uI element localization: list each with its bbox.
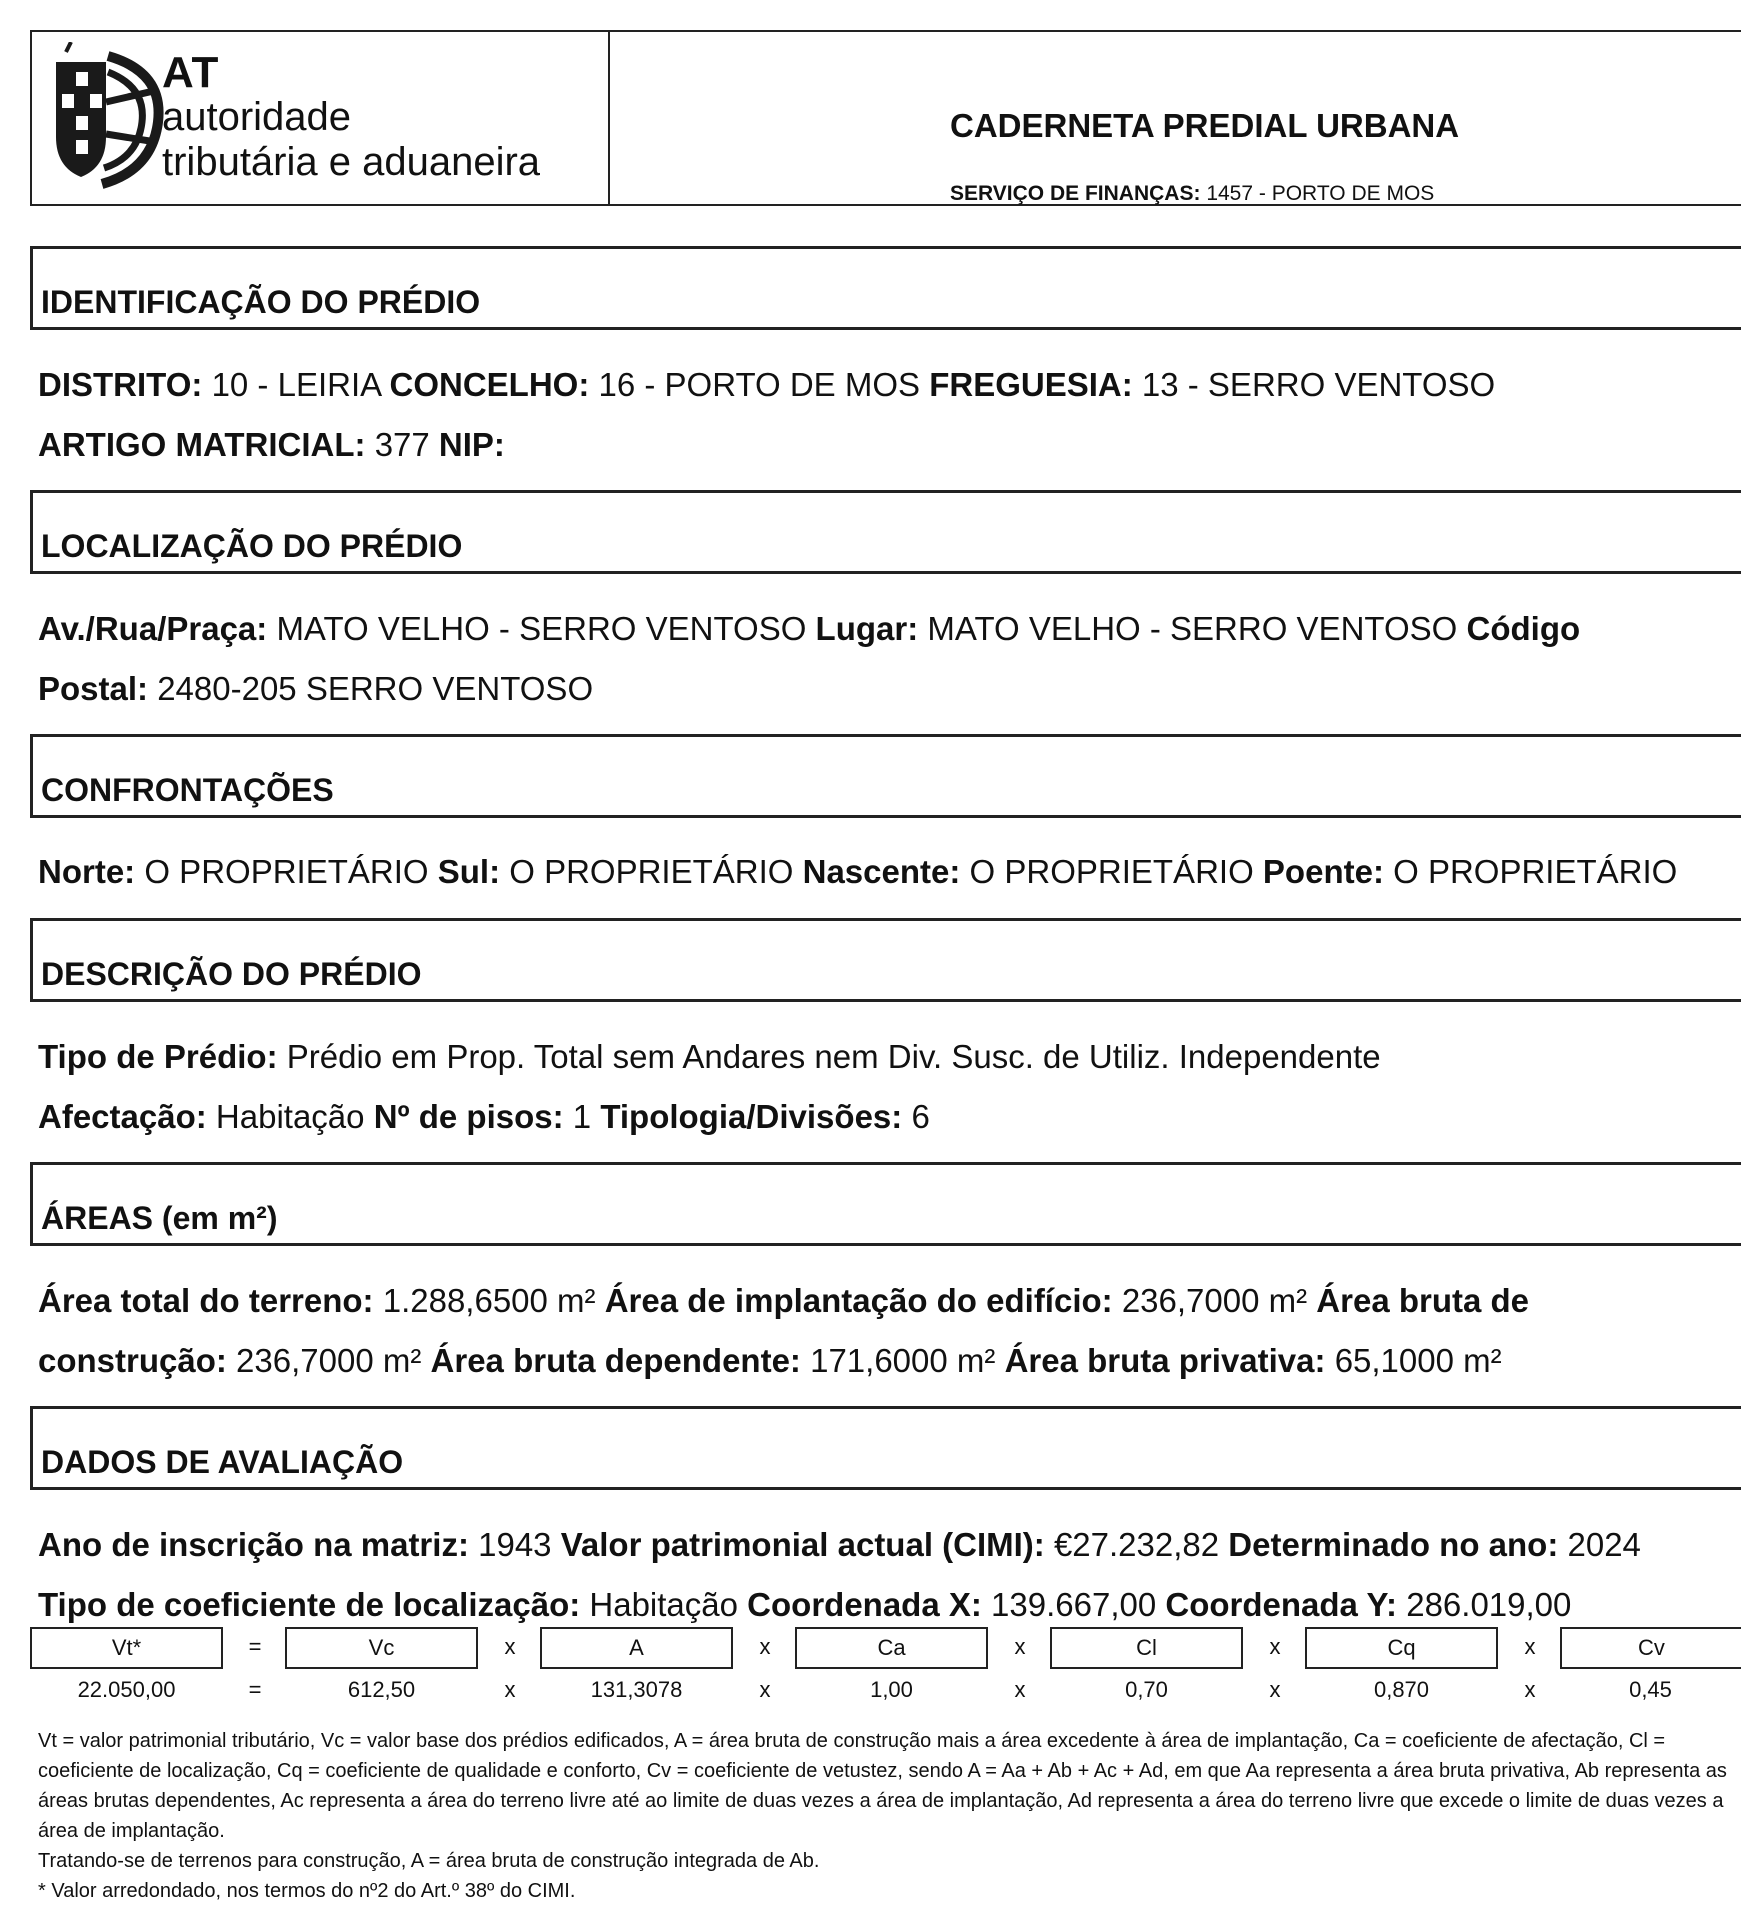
formula-label-vt: Vt* xyxy=(30,1627,223,1669)
sul-value: O PROPRIETÁRIO xyxy=(509,853,794,890)
nascente-value: O PROPRIETÁRIO xyxy=(969,853,1254,890)
freguesia-value: 13 - SERRO VENTOSO xyxy=(1141,366,1496,403)
note-terrenos: Tratando-se de terrenos para construção, A = área bruta de construção integrada de Ab. xyxy=(38,1850,820,1872)
logo-block xyxy=(32,32,610,204)
formula-op: x xyxy=(1014,1677,1026,1702)
terreno-label: Área total do terreno: xyxy=(38,1282,374,1319)
areas-line-2 xyxy=(38,1342,1502,1380)
document-title: CADERNETA PREDIAL URBANA xyxy=(950,107,1460,144)
section-heading: DESCRIÇÃO DO PRÉDIO xyxy=(41,956,422,992)
logo-text-line2: tributária e aduaneira xyxy=(162,140,541,184)
determinado-label: Determinado no ano: xyxy=(1228,1526,1559,1563)
formula-label-ca: Ca xyxy=(795,1627,988,1669)
artigo-value: 377 xyxy=(374,426,430,463)
tipo-label: Tipo de Prédio: xyxy=(38,1038,278,1075)
nip-label: NIP: xyxy=(438,426,505,463)
afectacao-label: Afectação: xyxy=(38,1098,207,1135)
descricao-line-2 xyxy=(38,1098,930,1136)
formula-value-vt: 22.050,00 xyxy=(77,1677,176,1702)
formula-op: = xyxy=(248,1677,262,1702)
note-arredondado: * Valor arredondado, nos termos do nº2 do Art.º 38º do CIMI. xyxy=(38,1880,576,1902)
service-value: 1457 - PORTO DE MOS xyxy=(1206,182,1435,205)
section-avaliacao xyxy=(30,1406,1741,1490)
norte-value: O PROPRIETÁRIO xyxy=(144,853,429,890)
title-block xyxy=(610,32,1741,204)
section-heading: ÁREAS (em m²) xyxy=(41,1200,278,1236)
codigo-value: 2480-205 SERRO VENTOSO xyxy=(157,670,594,707)
lugar-value: MATO VELHO - SERRO VENTOSO xyxy=(927,610,1458,647)
dependente-label: Área bruta dependente: xyxy=(430,1342,801,1379)
formula-label-a: A xyxy=(540,1627,733,1669)
logo-at: AT xyxy=(162,48,220,97)
section-heading: IDENTIFICAÇÃO DO PRÉDIO xyxy=(41,284,481,320)
cx-label: Coordenada X: xyxy=(747,1586,982,1623)
privativa-value: 65,1000 m² xyxy=(1334,1342,1502,1379)
concelho-label: CONCELHO: xyxy=(389,366,590,403)
terreno-value: 1.288,6500 m² xyxy=(382,1282,596,1319)
lugar-label: Lugar: xyxy=(815,610,919,647)
formula-value-cq: 0,870 xyxy=(1373,1677,1430,1702)
at-shield-logo-icon xyxy=(46,42,171,190)
formula-op: x xyxy=(1524,1677,1536,1702)
cy-value: 286.019,00 xyxy=(1406,1586,1572,1623)
formula-op: x xyxy=(1269,1677,1281,1702)
sul-label: Sul: xyxy=(437,853,501,890)
areas-line-1 xyxy=(38,1282,1529,1320)
service-label: SERVIÇO DE FINANÇAS: xyxy=(950,182,1201,205)
cx-value: 139.667,00 xyxy=(991,1586,1157,1623)
freguesia-label: FREGUESIA: xyxy=(929,366,1133,403)
valor-value: €27.232,82 xyxy=(1053,1526,1220,1563)
document-header xyxy=(30,30,1741,206)
bruta-label-1: Área bruta de xyxy=(1316,1282,1530,1319)
tipo-value: Prédio em Prop. Total sem Andares nem Div. Susc. de Utiliz. Independente xyxy=(286,1038,1381,1075)
cy-label: Coordenada Y: xyxy=(1165,1586,1398,1623)
nascente-label: Nascente: xyxy=(802,853,961,890)
bruta-label-2: construção: xyxy=(38,1342,227,1379)
avaliacao-line-2 xyxy=(38,1586,1571,1624)
formula-label-cv: Cv xyxy=(1560,1627,1741,1669)
distrito-value: 10 - LEIRIA xyxy=(211,366,381,403)
formula-value-cl: 0,70 xyxy=(1125,1677,1168,1702)
norte-label: Norte: xyxy=(38,853,136,890)
formula-label-cl: Cl xyxy=(1050,1627,1243,1669)
artigo-label: ARTIGO MATRICIAL: xyxy=(38,426,366,463)
formula-op: = xyxy=(248,1634,262,1659)
section-confrontacoes xyxy=(30,734,1741,818)
codigo-label-2: Postal: xyxy=(38,670,149,707)
service-line xyxy=(950,182,1434,206)
ano-label: Ano de inscrição na matriz: xyxy=(38,1526,469,1563)
section-heading: LOCALIZAÇÃO DO PRÉDIO xyxy=(41,528,463,564)
identificacao-line-1 xyxy=(38,366,1495,404)
ano-value: 1943 xyxy=(478,1526,552,1563)
bruta-value: 236,7000 m² xyxy=(236,1342,422,1379)
formula-value-cv: 0,45 xyxy=(1629,1677,1672,1702)
concelho-value: 16 - PORTO DE MOS xyxy=(598,366,921,403)
logo-text-line1: autoridade xyxy=(162,95,352,139)
section-heading: DADOS DE AVALIAÇÃO xyxy=(41,1444,404,1480)
rua-label: Av./Rua/Praça: xyxy=(38,610,268,647)
formula-label-vc: Vc xyxy=(285,1627,478,1669)
section-areas xyxy=(30,1162,1741,1246)
identificacao-line-2 xyxy=(38,426,505,464)
poente-value: O PROPRIETÁRIO xyxy=(1393,853,1678,890)
determinado-value: 2024 xyxy=(1567,1526,1641,1563)
privativa-label: Área bruta privativa: xyxy=(1004,1342,1326,1379)
coef-label: Tipo de coeficiente de localização: xyxy=(38,1586,581,1623)
valor-label: Valor patrimonial actual (CIMI): xyxy=(560,1526,1045,1563)
note-definitions: Vt = valor patrimonial tributário, Vc = valor base dos prédios edificados, A = área bruta de construção mais a área excedente à área de implantação, Ca = coeficiente de afectação, Cl = coeficiente de localização, Cq = coeficiente de qualidade e conforto, Cv = coeficiente de vetustez, sendo A = Aa + Ab + Ac + Ad, em que Aa representa a área bruta privativa, Ab representa as áreas brutas dependentes, Ac representa a área do terreno livre até ao limite de duas vezes a área de implantação, Ad representa a área do terreno livre que excede o limite de duas vezes a área de implantação. xyxy=(38,1730,1727,1842)
descricao-line-1 xyxy=(38,1038,1381,1076)
section-heading: CONFRONTAÇÕES xyxy=(41,772,334,808)
localizacao-line-2 xyxy=(38,670,593,708)
formula-op: x xyxy=(1524,1634,1536,1659)
formula-value-vc: 612,50 xyxy=(347,1677,416,1702)
distrito-label: DISTRITO: xyxy=(38,366,203,403)
formula-op: x xyxy=(1269,1634,1281,1659)
section-localizacao xyxy=(30,490,1741,574)
dependente-value: 171,6000 m² xyxy=(810,1342,996,1379)
section-identificacao xyxy=(30,246,1741,330)
pisos-label: Nº de pisos: xyxy=(373,1098,564,1135)
codigo-label-1: Código xyxy=(1466,610,1581,647)
confrontacoes-line xyxy=(38,853,1677,891)
tipologia-label: Tipologia/Divisões: xyxy=(600,1098,903,1135)
implantacao-value: 236,7000 m² xyxy=(1121,1282,1308,1319)
rua-value: MATO VELHO - SERRO VENTOSO xyxy=(276,610,807,647)
coef-value: Habitação xyxy=(589,1586,738,1623)
tipologia-value: 6 xyxy=(911,1098,930,1135)
formula-op: x xyxy=(504,1634,516,1659)
formula-op: x xyxy=(759,1677,771,1702)
formula-op: x xyxy=(1014,1634,1026,1659)
formula-value-ca: 1,00 xyxy=(870,1677,913,1702)
formula-value-a: 131,3078 xyxy=(590,1677,683,1702)
section-descricao xyxy=(30,918,1741,1002)
formula-op: x xyxy=(759,1634,771,1659)
implantacao-label: Área de implantação do edifício: xyxy=(604,1282,1113,1319)
pisos-value: 1 xyxy=(572,1098,592,1135)
avaliacao-line-1 xyxy=(38,1526,1641,1564)
formula-notes xyxy=(38,1726,1738,1906)
formula-op: x xyxy=(504,1677,516,1702)
poente-label: Poente: xyxy=(1262,853,1384,890)
formula-label-cq: Cq xyxy=(1305,1627,1498,1669)
afectacao-value: Habitação xyxy=(215,1098,365,1135)
localizacao-line-1 xyxy=(38,610,1580,648)
